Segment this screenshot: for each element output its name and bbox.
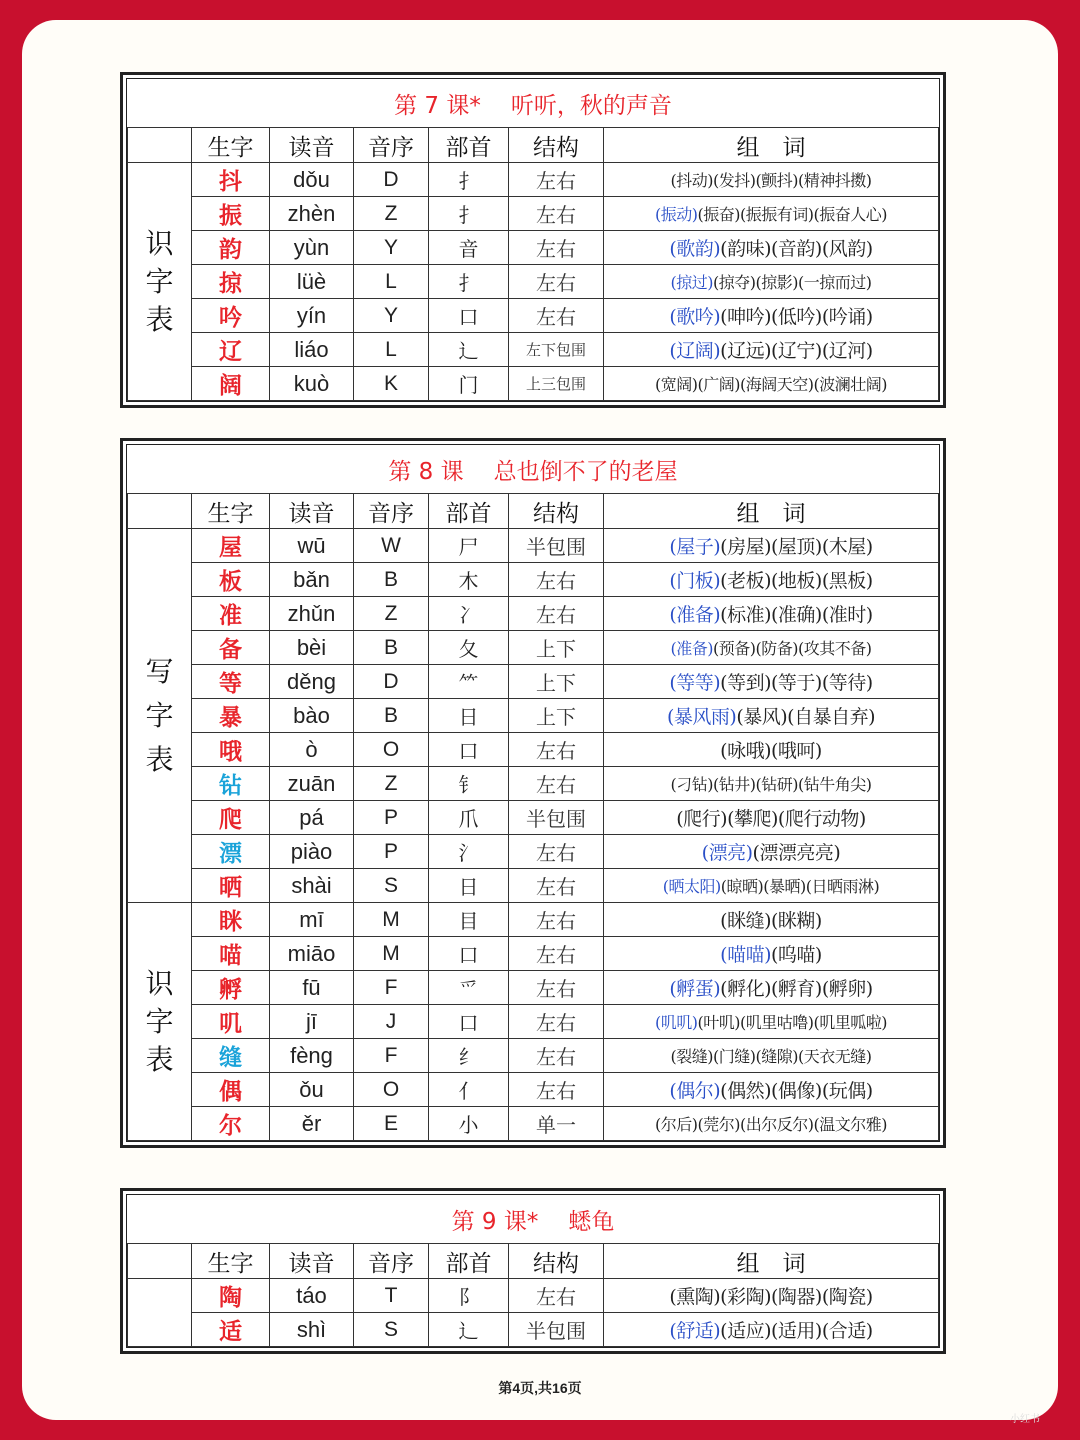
words-cell: [604, 529, 939, 563]
radical-cell: 尸: [429, 529, 509, 563]
pinyin-cell: bèi: [270, 631, 354, 665]
table-row: [128, 1313, 939, 1347]
group-label-char: 写: [145, 654, 174, 688]
char-cell: 陶: [192, 1279, 270, 1313]
table-row: [128, 1039, 939, 1073]
word-segment: (刁钻)(钻井)(钻研)(钻牛角尖): [670, 775, 872, 794]
header-words: 组 词: [604, 494, 939, 529]
group-label-char: 表: [145, 1042, 174, 1076]
radical-cell: 纟: [429, 1039, 509, 1073]
table-row: [128, 367, 939, 401]
radical-cell: 扌: [429, 265, 509, 299]
table-row: [128, 1073, 939, 1107]
radical-cell: 门: [429, 367, 509, 401]
header-seq: 音序: [354, 1244, 429, 1279]
char-cell: 备: [192, 631, 270, 665]
structure-cell: 左右: [509, 767, 604, 801]
word-segment: (孵蛋): [669, 978, 721, 1000]
word-segment: (房屋)(屋顶)(木屋): [720, 536, 873, 558]
radical-cell: 小: [429, 1107, 509, 1141]
words-cell: [604, 801, 939, 835]
header-row: [128, 128, 939, 163]
sequence-cell: P: [354, 801, 429, 835]
structure-cell: 左右: [509, 197, 604, 231]
words-cell: [604, 1279, 939, 1313]
char-cell: 喵: [192, 937, 270, 971]
sequence-cell: O: [354, 1073, 429, 1107]
words-cell: [604, 367, 939, 401]
word-segment: (发抖)(颤抖)(精神抖擞): [713, 171, 872, 190]
word-segment: (掠过): [670, 273, 714, 292]
lesson-8-title: [128, 445, 939, 494]
char-cell: 晒: [192, 869, 270, 903]
lesson-8-name: 总也倒不了的老屋: [493, 458, 678, 485]
word-segment: (门板): [669, 570, 721, 592]
group-label: [128, 163, 192, 401]
pinyin-cell: ò: [270, 733, 354, 767]
structure-cell: 上下: [509, 631, 604, 665]
words-cell: [604, 733, 939, 767]
word-segment: (晒太阳): [662, 877, 721, 896]
pinyin-cell: shài: [270, 869, 354, 903]
char-cell: 等: [192, 665, 270, 699]
table-row: [128, 563, 939, 597]
char-cell: 叽: [192, 1005, 270, 1039]
header-char: 生字: [192, 494, 270, 529]
radical-cell: 爫: [429, 971, 509, 1005]
pinyin-cell: bǎn: [270, 563, 354, 597]
table-row: [128, 733, 939, 767]
sequence-cell: K: [354, 367, 429, 401]
char-cell: 漂: [192, 835, 270, 869]
word-segment: (暴风雨): [667, 706, 737, 728]
structure-cell: 左右: [509, 163, 604, 197]
word-segment: (偶然)(偶像)(玩偶): [720, 1080, 873, 1102]
word-segment: (尔后)(莞尔)(出尔反尔)(温文尔雅): [655, 1115, 887, 1134]
words-cell: [604, 971, 939, 1005]
word-segment: (等等): [669, 672, 721, 694]
sequence-cell: Z: [354, 197, 429, 231]
words-cell: [604, 597, 939, 631]
structure-cell: 左右: [509, 1073, 604, 1107]
word-segment: (裂缝)(门缝)(缝隙)(天衣无缝): [670, 1047, 872, 1066]
structure-cell: 半包围: [509, 1313, 604, 1347]
char-cell: 吟: [192, 299, 270, 333]
header-blank: [128, 1244, 192, 1279]
pinyin-cell: lüè: [270, 265, 354, 299]
word-segment: (掠夺)(掠影)(一掠而过): [713, 273, 872, 292]
word-segment: (眯缝)(眯糊): [720, 910, 822, 932]
pinyin-cell: yín: [270, 299, 354, 333]
pinyin-cell: yùn: [270, 231, 354, 265]
words-cell: [604, 231, 939, 265]
table-row: [128, 801, 939, 835]
pinyin-cell: fū: [270, 971, 354, 1005]
word-segment: (暴风)(自暴自弃): [736, 706, 875, 728]
pinyin-cell: jī: [270, 1005, 354, 1039]
word-segment: (宽阔)(广阔)(海阔天空)(波澜壮阔): [655, 375, 887, 394]
table-row: [128, 767, 939, 801]
group-label-char: 字: [145, 1004, 174, 1038]
group-label: [128, 529, 192, 903]
word-segment: (预备)(防备)(攻其不备): [713, 639, 872, 658]
radical-cell: ⺮: [429, 665, 509, 699]
pinyin-cell: fèng: [270, 1039, 354, 1073]
pinyin-cell: ǒu: [270, 1073, 354, 1107]
word-segment: (漂漂亮亮): [752, 842, 841, 864]
char-cell: 偶: [192, 1073, 270, 1107]
structure-cell: 上三包围: [509, 367, 604, 401]
sequence-cell: Z: [354, 767, 429, 801]
sequence-cell: L: [354, 265, 429, 299]
sequence-cell: Z: [354, 597, 429, 631]
lesson-8-table: [120, 438, 946, 1148]
word-segment: (呻吟)(低吟)(吟诵): [720, 306, 873, 328]
header-pinyin: 读音: [270, 128, 354, 163]
words-cell: [604, 299, 939, 333]
group-label-char: 表: [145, 742, 174, 776]
table-row: [128, 835, 939, 869]
radical-cell: 爪: [429, 801, 509, 835]
table-row: [128, 231, 939, 265]
char-cell: 抖: [192, 163, 270, 197]
word-segment: (叽叽): [655, 1013, 698, 1032]
words-cell: [604, 1313, 939, 1347]
char-cell: 尔: [192, 1107, 270, 1141]
pinyin-cell: zhèn: [270, 197, 354, 231]
table-row: [128, 529, 939, 563]
words-cell: [604, 835, 939, 869]
words-cell: [604, 265, 939, 299]
sequence-cell: M: [354, 903, 429, 937]
sequence-cell: T: [354, 1279, 429, 1313]
pinyin-cell: kuò: [270, 367, 354, 401]
word-segment: (叶叽)(叽里咕噜)(叽里呱啦): [697, 1013, 887, 1032]
char-cell: 暴: [192, 699, 270, 733]
pinyin-cell: liáo: [270, 333, 354, 367]
structure-cell: 半包围: [509, 529, 604, 563]
words-cell: [604, 665, 939, 699]
header-pinyin: 读音: [270, 1244, 354, 1279]
char-cell: 孵: [192, 971, 270, 1005]
radical-cell: 口: [429, 937, 509, 971]
lesson-9-title: [128, 1195, 939, 1244]
sequence-cell: W: [354, 529, 429, 563]
word-segment: (振动): [655, 205, 698, 224]
sequence-cell: F: [354, 971, 429, 1005]
radical-cell: 扌: [429, 197, 509, 231]
word-segment: (等到)(等于)(等待): [720, 672, 873, 694]
table-row: [128, 597, 939, 631]
pinyin-cell: wū: [270, 529, 354, 563]
lesson-7-title: [128, 79, 939, 128]
structure-cell: 左右: [509, 265, 604, 299]
radical-cell: 日: [429, 869, 509, 903]
group-label-char: 字: [145, 264, 174, 298]
radical-cell: 口: [429, 733, 509, 767]
words-cell: [604, 631, 939, 665]
structure-cell: 单一: [509, 1107, 604, 1141]
char-cell: 钻: [192, 767, 270, 801]
pinyin-cell: táo: [270, 1279, 354, 1313]
char-cell: 阔: [192, 367, 270, 401]
char-cell: 适: [192, 1313, 270, 1347]
words-cell: [604, 1039, 939, 1073]
word-segment: (抖动): [670, 171, 714, 190]
sequence-cell: B: [354, 563, 429, 597]
sequence-cell: P: [354, 835, 429, 869]
word-segment: (晾晒)(暴晒)(日晒雨淋): [720, 877, 880, 896]
structure-cell: 左右: [509, 903, 604, 937]
radical-cell: 辶: [429, 1313, 509, 1347]
word-segment: (歌韵): [669, 238, 721, 260]
word-segment: (适应)(适用)(合适): [720, 1320, 873, 1342]
sequence-cell: O: [354, 733, 429, 767]
table-row: [128, 1279, 939, 1313]
words-cell: [604, 563, 939, 597]
sequence-cell: B: [354, 631, 429, 665]
char-cell: 爬: [192, 801, 270, 835]
table-row: [128, 869, 939, 903]
word-segment: (爬行)(攀爬)(爬行动物): [676, 808, 866, 830]
header-blank: [128, 128, 192, 163]
table-row: [128, 197, 939, 231]
table-row: [128, 631, 939, 665]
word-segment: (韵味)(音韵)(风韵): [720, 238, 873, 260]
sequence-cell: E: [354, 1107, 429, 1141]
header-pinyin: 读音: [270, 494, 354, 529]
header-char: 生字: [192, 1244, 270, 1279]
table-row: [128, 903, 939, 937]
char-cell: 准: [192, 597, 270, 631]
pinyin-cell: zuān: [270, 767, 354, 801]
lesson-7-table: [120, 72, 946, 408]
sequence-cell: F: [354, 1039, 429, 1073]
pinyin-cell: pá: [270, 801, 354, 835]
radical-cell: 钅: [429, 767, 509, 801]
word-segment: (辽阔): [669, 340, 721, 362]
radical-cell: 日: [429, 699, 509, 733]
sequence-cell: L: [354, 333, 429, 367]
structure-cell: 左右: [509, 563, 604, 597]
group-blank: [128, 1279, 192, 1347]
table-row: [128, 971, 939, 1005]
radical-cell: 阝: [429, 1279, 509, 1313]
words-cell: [604, 197, 939, 231]
structure-cell: 左右: [509, 733, 604, 767]
pinyin-cell: bào: [270, 699, 354, 733]
structure-cell: 上下: [509, 665, 604, 699]
radical-cell: 音: [429, 231, 509, 265]
radical-cell: 冫: [429, 597, 509, 631]
radical-cell: 亻: [429, 1073, 509, 1107]
word-segment: (孵化)(孵育)(孵卵): [720, 978, 873, 1000]
pinyin-cell: shì: [270, 1313, 354, 1347]
char-cell: 屋: [192, 529, 270, 563]
words-cell: [604, 869, 939, 903]
header-radical: 部首: [429, 128, 509, 163]
word-segment: (呜喵): [771, 944, 822, 966]
group-label-char: 识: [145, 226, 174, 260]
header-seq: 音序: [354, 494, 429, 529]
word-segment: (辽远)(辽宁)(辽河): [720, 340, 873, 362]
sequence-cell: D: [354, 665, 429, 699]
radical-cell: 木: [429, 563, 509, 597]
structure-cell: 左下包围: [509, 333, 604, 367]
header-structure: 结构: [509, 1244, 604, 1279]
group-label-char: 识: [145, 966, 174, 1000]
word-segment: (标准)(准确)(准时): [720, 604, 873, 626]
table-row: [128, 333, 939, 367]
word-segment: (喵喵): [720, 944, 771, 966]
header-seq: 音序: [354, 128, 429, 163]
structure-cell: 左右: [509, 971, 604, 1005]
table-row: [128, 163, 939, 197]
table-row: [128, 699, 939, 733]
header-row: [128, 494, 939, 529]
lesson-7-name: 听听，秋的声音: [510, 92, 672, 119]
page-footer: 第4页,共16页: [498, 1380, 582, 1396]
header-row: [128, 1244, 939, 1279]
structure-cell: 左右: [509, 1279, 604, 1313]
group-label-char: 字: [145, 698, 174, 732]
pinyin-cell: děng: [270, 665, 354, 699]
header-structure: 结构: [509, 128, 604, 163]
structure-cell: 左右: [509, 1005, 604, 1039]
structure-cell: 左右: [509, 1039, 604, 1073]
word-segment: (漂亮): [701, 842, 753, 864]
lesson-7-number: 第 7 课*: [394, 92, 481, 119]
lesson-9-table: [120, 1188, 946, 1354]
lesson-8-number: 第 8 课: [388, 458, 464, 485]
table-row: [128, 1005, 939, 1039]
sequence-cell: D: [354, 163, 429, 197]
char-cell: 眯: [192, 903, 270, 937]
table-row: [128, 937, 939, 971]
radical-cell: 目: [429, 903, 509, 937]
words-cell: [604, 937, 939, 971]
sequence-cell: Y: [354, 299, 429, 333]
radical-cell: 扌: [429, 163, 509, 197]
header-char: 生字: [192, 128, 270, 163]
char-cell: 掠: [192, 265, 270, 299]
lesson-9-name: 蟋龟: [568, 1208, 615, 1235]
words-cell: [604, 903, 939, 937]
pinyin-cell: mī: [270, 903, 354, 937]
structure-cell: 左右: [509, 597, 604, 631]
radical-cell: 口: [429, 1005, 509, 1039]
group-label: [128, 903, 192, 1141]
word-segment: (歌吟): [669, 306, 721, 328]
char-cell: 振: [192, 197, 270, 231]
word-segment: (准备): [669, 604, 721, 626]
header-words: 组 词: [604, 128, 939, 163]
radical-cell: 夂: [429, 631, 509, 665]
words-cell: [604, 1005, 939, 1039]
sequence-cell: S: [354, 1313, 429, 1347]
char-cell: 韵: [192, 231, 270, 265]
sequence-cell: B: [354, 699, 429, 733]
word-segment: (舒适): [669, 1320, 721, 1342]
sequence-cell: S: [354, 869, 429, 903]
structure-cell: 上下: [509, 699, 604, 733]
pinyin-cell: dǒu: [270, 163, 354, 197]
word-segment: (振奋)(振振有词)(振奋人心): [697, 205, 887, 224]
char-cell: 板: [192, 563, 270, 597]
word-segment: (屋子): [669, 536, 721, 558]
structure-cell: 左右: [509, 937, 604, 971]
words-cell: [604, 1073, 939, 1107]
header-structure: 结构: [509, 494, 604, 529]
table-row: [128, 665, 939, 699]
radical-cell: 口: [429, 299, 509, 333]
structure-cell: 左右: [509, 869, 604, 903]
pinyin-cell: ěr: [270, 1107, 354, 1141]
header-blank: [128, 494, 192, 529]
sequence-cell: M: [354, 937, 429, 971]
pinyin-cell: zhǔn: [270, 597, 354, 631]
word-segment: (熏陶)(彩陶)(陶器)(陶瓷): [669, 1286, 873, 1308]
radical-cell: 辶: [429, 333, 509, 367]
pinyin-cell: piào: [270, 835, 354, 869]
words-cell: [604, 1107, 939, 1141]
word-segment: (偶尔): [669, 1080, 721, 1102]
structure-cell: 半包围: [509, 801, 604, 835]
word-segment: (老板)(地板)(黑板): [720, 570, 873, 592]
word-segment: (准备): [670, 639, 714, 658]
words-cell: [604, 163, 939, 197]
structure-cell: 左右: [509, 835, 604, 869]
table-row: [128, 265, 939, 299]
watermark: 小红书: [1010, 1414, 1040, 1425]
header-radical: 部首: [429, 1244, 509, 1279]
sequence-cell: J: [354, 1005, 429, 1039]
char-cell: 辽: [192, 333, 270, 367]
structure-cell: 左右: [509, 299, 604, 333]
words-cell: [604, 333, 939, 367]
word-segment: (咏哦)(哦呵): [720, 740, 822, 762]
table-row: [128, 299, 939, 333]
group-label-char: 表: [145, 302, 174, 336]
words-cell: [604, 767, 939, 801]
char-cell: 哦: [192, 733, 270, 767]
radical-cell: 氵: [429, 835, 509, 869]
pinyin-cell: miāo: [270, 937, 354, 971]
words-cell: [604, 699, 939, 733]
table-row: [128, 1107, 939, 1141]
structure-cell: 左右: [509, 231, 604, 265]
sequence-cell: Y: [354, 231, 429, 265]
header-words: 组 词: [604, 1244, 939, 1279]
lesson-9-number: 第 9 课*: [451, 1208, 539, 1235]
char-cell: 缝: [192, 1039, 270, 1073]
header-radical: 部首: [429, 494, 509, 529]
